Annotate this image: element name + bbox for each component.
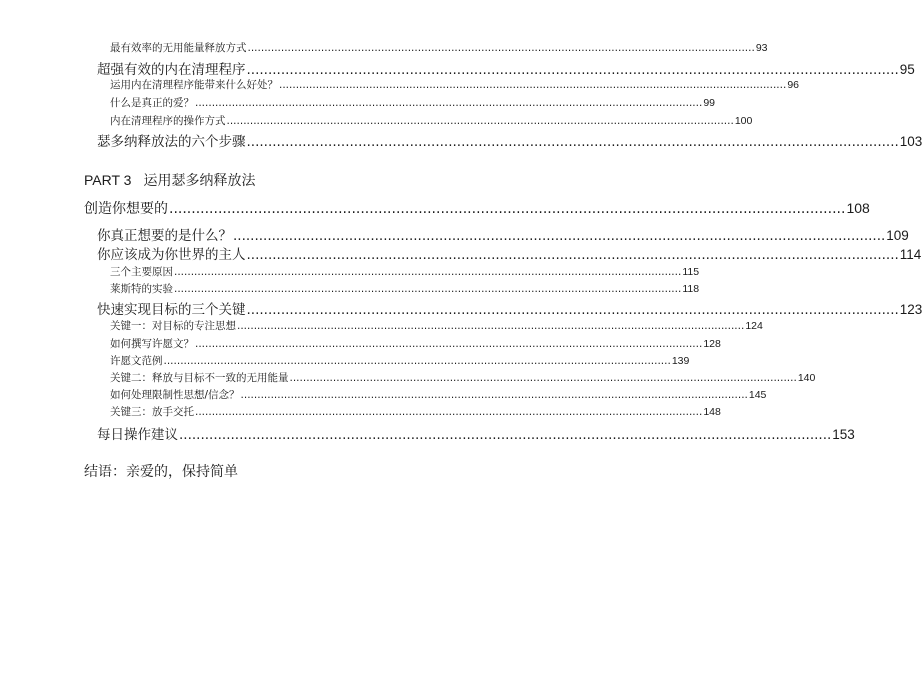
toc-entry[interactable]: [97, 243, 922, 263]
toc-entry[interactable]: [97, 423, 855, 443]
leader-dots: ........................................................................................................................................................: [279, 79, 787, 91]
toc-entry[interactable]: [110, 77, 800, 92]
toc-entry-title: 关键二：释放与目标不一致的无用能量: [110, 372, 289, 384]
leader-dots: ........................................................................................................................................................: [246, 302, 899, 318]
leader-dots: ........................................................................................................................................................: [246, 134, 899, 150]
toc-entry-title: 你应该成为你世界的主人: [97, 247, 246, 263]
toc-entry-title: 每日操作建议: [97, 427, 178, 443]
toc-entry[interactable]: [110, 336, 721, 351]
toc-entry-title: 许愿文范例: [110, 355, 163, 367]
leader-dots: ........................................................................................................................................................: [169, 201, 846, 217]
toc-entry-title: 瑟多纳释放法的六个步骤: [97, 134, 246, 150]
toc-entry-title: 关键一：对目标的专注思想: [110, 320, 236, 332]
leader-dots: ........................................................................................................................................................: [195, 338, 703, 350]
toc-entry[interactable]: [97, 298, 922, 318]
leader-dots: ........................................................................................................................................................: [195, 97, 703, 109]
toc-entry-title: 内在清理程序的操作方式: [110, 115, 226, 127]
conclusion-title: 结语：亲爱的，保持简单: [84, 464, 238, 480]
toc-entry-title: 超强有效的内在清理程序: [97, 62, 246, 78]
leader-dots: ........................................................................................................................................................: [247, 42, 755, 54]
toc-entry-title: 如何撰写许愿文？: [110, 338, 194, 350]
toc-entry[interactable]: [84, 198, 870, 218]
toc-entry-title: 创造你想要的: [84, 201, 168, 217]
toc-entry[interactable]: [110, 281, 700, 296]
leader-dots: ........................................................................................................................................................: [246, 62, 899, 78]
leader-dots: ........................................................................................................................................................: [289, 372, 797, 384]
leader-dots: ........................................................................................................................................................: [240, 389, 748, 401]
toc-entry-page: 95: [899, 62, 915, 77]
toc-entry[interactable]: [110, 353, 690, 368]
toc-entry[interactable]: [97, 58, 915, 78]
part-label: PART 3: [84, 172, 132, 188]
toc-entry-page: 93: [755, 42, 768, 54]
leader-dots: ........................................................................................................................................................: [246, 247, 899, 263]
leader-dots: ........................................................................................................................................................: [233, 228, 886, 244]
toc-entry-title: 运用内在清理程序能带来什么好处？: [110, 79, 278, 91]
toc-entry[interactable]: [97, 130, 922, 150]
toc-entry-page: 99: [703, 97, 716, 109]
toc-entry[interactable]: [110, 40, 768, 55]
toc-entry-page: 148: [703, 406, 721, 418]
conclusion-heading[interactable]: [84, 461, 238, 481]
toc-entry-page: 108: [846, 200, 870, 216]
toc-entry-page: 114: [899, 247, 922, 262]
toc-entry-page: 115: [682, 266, 700, 278]
toc-entry-page: 109: [886, 228, 909, 243]
leader-dots: ........................................................................................................................................................: [174, 266, 682, 278]
toc-entry-page: 124: [745, 320, 763, 332]
toc-entry-page: 153: [832, 427, 855, 442]
leader-dots: ........................................................................................................................................................: [226, 115, 734, 127]
toc-entry-title: 三个主要原因: [110, 266, 173, 278]
toc-entry[interactable]: [110, 404, 721, 419]
toc-entry-page: 145: [748, 389, 767, 401]
toc-entry[interactable]: [110, 370, 816, 385]
toc-entry-title: 什么是真正的爱？: [110, 97, 194, 109]
toc-entry-page: 100: [734, 115, 753, 127]
toc-entry[interactable]: [97, 224, 909, 244]
toc-entry[interactable]: [110, 113, 753, 128]
toc-entry[interactable]: [110, 318, 763, 333]
toc-entry-page: 118: [682, 283, 700, 295]
toc-entry-title: 快速实现目标的三个关键: [97, 302, 246, 318]
toc-entry-title: 最有效率的无用能量释放方式: [110, 42, 247, 54]
leader-dots: ........................................................................................................................................................: [163, 355, 671, 367]
toc-entry-page: 96: [787, 79, 800, 91]
toc-entry-page: 139: [671, 355, 690, 367]
toc-entry-title: 你真正想要的是什么？: [97, 228, 232, 244]
part-heading[interactable]: [84, 170, 255, 190]
toc-entry-title: 关键三：放手交托: [110, 406, 194, 418]
leader-dots: ........................................................................................................................................................: [195, 406, 703, 418]
toc-entry[interactable]: [110, 264, 700, 279]
toc-entry[interactable]: [110, 387, 767, 402]
leader-dots: ........................................................................................................................................................: [179, 427, 832, 443]
leader-dots: ........................................................................................................................................................: [174, 283, 682, 295]
toc-entry[interactable]: [110, 95, 716, 110]
part-title: 运用瑟多纳释放法: [143, 173, 256, 189]
toc-entry-title: 如何处理限制性思想/信念？: [110, 389, 240, 401]
toc-entry-page: 128: [703, 338, 721, 350]
toc-entry-page: 123: [899, 302, 922, 317]
leader-dots: ........................................................................................................................................................: [237, 320, 745, 332]
toc-entry-title: 莱斯特的实验: [110, 283, 173, 295]
toc-entry-page: 103: [899, 134, 922, 149]
toc-entry-page: 140: [797, 372, 816, 384]
